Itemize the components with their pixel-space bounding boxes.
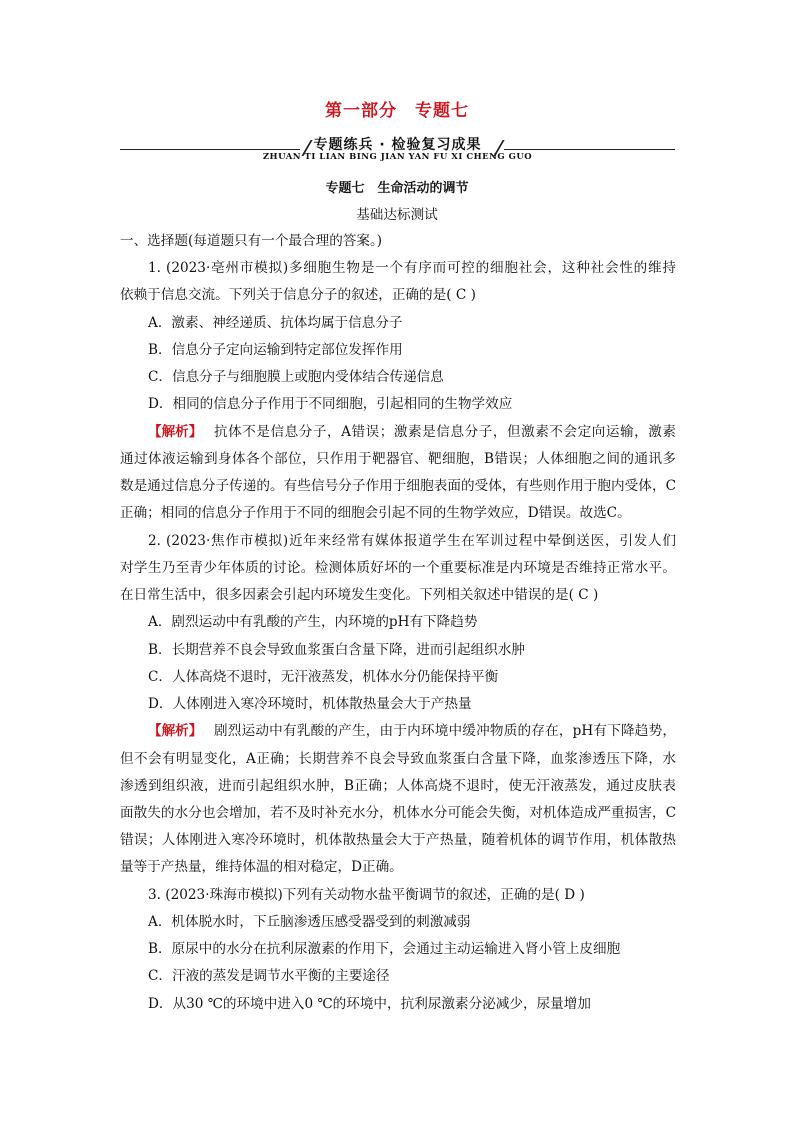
option-c: C．信息分子与细胞膜上或胞内受体结合传递信息	[148, 369, 444, 385]
question-stem-line: 3. (2023·珠海市模拟)下列有关动物水盐平衡调节的叙述，正确的是( D )	[148, 887, 585, 903]
option-c: C．汗液的蒸发是调节水平衡的主要途径	[148, 968, 390, 984]
analysis-line: 数是通过信息分子传递的。有些信号分子作用于细胞表面的受体，有些则作用于胞内受体，C	[120, 478, 676, 494]
analysis-line: 但不会有明显变化，A正确；长期营养不良会导致血浆蛋白含量下降，血浆渗透压下降，水	[120, 751, 676, 767]
section-subtitle: 基础达标测试	[356, 207, 438, 223]
question-stem-line: 对学生乃至青少年体质的讨论。检测体质好坏的一个重要标准是内环境是否维持正常水平。	[120, 560, 676, 576]
section-banner	[120, 134, 675, 170]
analysis-line: 正确；相同的信息分子作用于不同的细胞会引起不同的生物学效应，D错误。故选C。	[120, 505, 631, 521]
analysis-tag: 【解析】	[148, 723, 203, 739]
banner-pinyin: ZHUAN TI LIAN BING JIAN YAN FU XI CHENG GUO	[262, 152, 533, 162]
analysis-line: 通过体液运输到身体各个部位，只作用于靶器官、靶细胞，B错误；人体细胞之间的通讯多	[120, 451, 676, 467]
option-b: B．长期营养不良会导致血浆蛋白含量下降，进而引起组织水肿	[148, 642, 526, 658]
analysis-line: 量等于产热量，维持体温的相对稳定，D正确。	[120, 859, 403, 875]
analysis-tag: 【解析】	[148, 424, 203, 440]
option-a: A．机体脱水时，下丘脑渗透压感受器受到的刺激减弱	[148, 914, 471, 930]
option-a: A．激素、神经递质、抗体均属于信息分子	[148, 315, 403, 331]
part-title: 第一部分 专题七	[325, 101, 469, 121]
analysis-line: 面散失的水分也会增加，若不及时补充水分，机体水分可能会失衡，对机体造成严重损害，C	[120, 805, 676, 821]
question-stem-line: 2. (2023·焦作市模拟)近年来经常有媒体报道学生在军训过程中晕倒送医，引发人们	[148, 533, 676, 549]
option-d: D．人体刚进入寒冷环境时，机体散热量会大于产热量	[148, 696, 472, 712]
instruction-text: 一、选择题(每道题只有一个最合理的答案。)	[120, 233, 383, 249]
option-a: A．剧烈运动中有乳酸的产生，内环境的pH有下降趋势	[148, 614, 478, 630]
analysis-line: 渗透到组织液，进而引起组织水肿，B正确；人体高烧不退时，使无汗液蒸发，通过皮肤表	[120, 778, 676, 794]
analysis-line: 剧烈运动中有乳酸的产生，由于内环境中缓冲物质的存在，pH有下降趋势，	[214, 723, 676, 739]
analysis-line: 错误；人体刚进入寒冷环境时，机体散热量会大于产热量，随着机体的调节作用，机体散热	[120, 832, 676, 848]
section-title: 专题七 生命活动的调节	[325, 181, 469, 196]
banner-label: 专题练兵 · 检验复习成果	[313, 137, 482, 153]
option-d: D．相同的信息分子作用于不同细胞，引起相同的生物学效应	[148, 396, 513, 412]
option-b: B．信息分子定向运输到特定部位发挥作用	[148, 342, 403, 358]
question-stem-line: 依赖于信息交流。下列关于信息分子的叙述，正确的是( C )	[120, 287, 476, 303]
analysis-line: 抗体不是信息分子，A错误；激素是信息分子，但激素不会定向运输，激素	[214, 424, 676, 440]
option-c: C．人体高烧不退时，无汗液蒸发，机体水分仍能保持平衡	[148, 669, 499, 685]
option-b: B．原尿中的水分在抗利尿激素的作用下，会通过主动运输进入肾小管上皮细胞	[148, 941, 621, 957]
question-stem-line: 在日常生活中，很多因素会引起内环境发生变化。下列相关叙述中错误的是( C )	[120, 587, 599, 603]
option-d: D．从30 ℃的环境中进入0 ℃的环境中，抗利尿激素分泌减少，尿量增加	[148, 996, 591, 1012]
question-stem-line: 1. (2023·亳州市模拟)多细胞生物是一个有序而可控的细胞社会，这种社会性的维持	[148, 260, 676, 276]
